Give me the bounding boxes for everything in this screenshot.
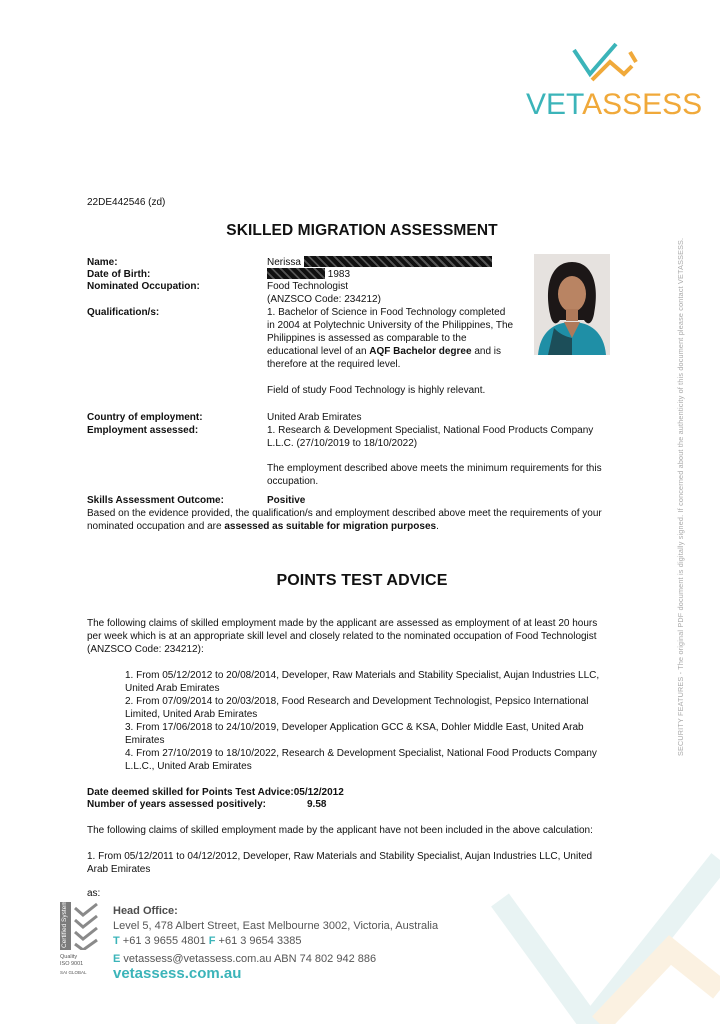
label-employment: Employment assessed:	[87, 425, 199, 436]
cert-vertical-text: Certified System	[61, 900, 68, 948]
qualification-text-run: and is	[471, 346, 502, 357]
footer-address: Level 5, 478 Albert Street, East Melbourne 3002, Victoria, Australia	[113, 920, 439, 932]
fax-label: F	[208, 935, 216, 947]
label-dob: Date of Birth:	[87, 269, 151, 280]
dob-value: 1983	[327, 269, 351, 280]
fax-number: +61 3 9654 3385	[218, 935, 302, 947]
phone-label: T	[113, 935, 120, 947]
excluded-line: 1. From 05/12/2011 to 04/12/2012, Developer, Raw Materials and Stability Specialist, Aujan Industries LLC, United	[87, 851, 593, 862]
label-outcome: Skills Assessment Outcome:	[87, 495, 224, 506]
vetassess-logo	[526, 40, 703, 124]
list-item	[125, 695, 599, 721]
employment-note	[267, 462, 602, 488]
list-item-line: 1. From 05/12/2012 to 20/08/2014, Developer, Raw Materials and Stability Specialist, Aujan Industries LLC,	[125, 670, 600, 681]
qualification-line: 1. Bachelor of Science in Food Technology completed	[267, 307, 506, 318]
checkmark-icon	[73, 902, 99, 950]
outcome-value: Positive	[267, 495, 306, 506]
label-qualification: Qualification/s:	[87, 307, 160, 318]
list-item-line: Emirates	[125, 735, 165, 746]
label-name: Name:	[87, 257, 118, 268]
employment-note-line: occupation.	[267, 476, 319, 487]
footer-contact	[113, 904, 438, 967]
points-title: POINTS TEST ADVICE	[276, 572, 448, 589]
as-label: as:	[87, 888, 101, 899]
employment-line: L.L.C. (27/10/2019 to 18/10/2022)	[267, 438, 418, 449]
cert-iso: ISO 9001	[60, 961, 84, 967]
logo-text-assess: ASSESS	[582, 88, 703, 121]
qualification-line: Philippines is assessed as comparable to the	[267, 333, 467, 344]
list-item-line: Limited, United Arab Emirates	[125, 709, 258, 720]
points-intro	[87, 617, 597, 656]
reference-number: 22DE442546 (zd)	[87, 197, 166, 208]
redaction-dob	[267, 268, 325, 279]
outcome-emphasis: assessed as suitable for migration purposes	[224, 521, 437, 532]
points-intro-line: (ANZSCO Code: 234212):	[87, 644, 204, 655]
employment-list	[125, 669, 599, 773]
years-value: 9.58	[307, 799, 327, 810]
excluded-intro: The following claims of skilled employment made by the applicant have not been included in the above calculation:	[87, 825, 593, 836]
label-country: Country of employment:	[87, 412, 203, 423]
list-item-line: L.L.C., United Arab Emirates	[125, 761, 252, 772]
certification-badge	[60, 902, 100, 980]
points-intro-line: The following claims of skilled employment made by the applicant are assessed as employment of at least 20 hours	[87, 618, 598, 629]
list-item-line: 2. From 07/09/2014 to 20/03/2018, Food Research and Development Technologist, Pepsico International	[125, 696, 589, 707]
qualification-line: therefore at the required level.	[267, 359, 401, 370]
watermark-graphic	[480, 840, 720, 1024]
outcome-text	[87, 507, 602, 533]
vetassess-logo-mark	[570, 40, 640, 86]
label-occupation: Nominated Occupation:	[87, 281, 200, 292]
outcome-text-run: .	[436, 521, 439, 532]
page-title: SKILLED MIGRATION ASSESSMENT	[226, 222, 498, 239]
outcome-text-run: nominated occupation and are	[87, 521, 225, 532]
footer-phones	[113, 934, 438, 949]
qualification-line	[267, 345, 537, 358]
list-item-line: 3. From 17/06/2018 to 24/10/2019, Developer Application GCC & KSA, Dohler Middle East, United Arab	[125, 722, 584, 733]
security-note: SECURITY FEATURES - The original PDF document is digitally signed. If concerned about the authenticity of this document please contact VETASSESS.	[676, 237, 685, 756]
qualification-line: in 2004 at Polytechnic University of the Philippines, The	[267, 320, 514, 331]
logo-text-vet: VET	[526, 88, 583, 121]
occupation-code: (ANZSCO Code: 234212)	[267, 294, 381, 305]
points-intro-line: per week which is at an appropriate skill level and closely related to the nominated occupation of Food Technologist	[87, 631, 597, 642]
applicant-photo	[534, 254, 610, 355]
occupation-value: Food Technologist	[267, 281, 348, 292]
head-office-label: Head Office:	[113, 905, 178, 917]
employment-line: 1. Research & Development Specialist, National Food Products Company	[267, 425, 594, 436]
list-item	[125, 721, 599, 747]
name-value: Nerissa	[267, 257, 301, 268]
skilled-date-label: Date deemed skilled for Points Test Advice:	[87, 787, 294, 798]
employment-note-line: The employment described above meets the minimum requirements for this	[267, 463, 602, 474]
phone-number: +61 3 9655 4801	[122, 935, 206, 947]
redaction-name	[304, 256, 492, 267]
country-value: United Arab Emirates	[267, 412, 362, 423]
years-label: Number of years assessed positively:	[87, 799, 266, 810]
list-item-line: United Arab Emirates	[125, 683, 220, 694]
aqf-level: AQF Bachelor degree	[369, 346, 472, 357]
outcome-line	[87, 520, 602, 533]
employment-text	[267, 424, 593, 450]
field-of-study: Field of study Food Technology is highly relevant.	[267, 385, 486, 396]
list-item-line: 4. From 27/10/2019 to 18/10/2022, Research & Development Specialist, National Food Products Company	[125, 748, 597, 759]
qualification-text-run: educational level of an	[267, 346, 370, 357]
email-abn: vetassess@vetassess.com.au ABN 74 802 942 886	[123, 953, 377, 965]
cert-body: SAI GLOBAL	[60, 970, 87, 975]
email-label: E	[113, 953, 121, 965]
outcome-line: Based on the evidence provided, the qualification/s and employment described above meet the requirements of your	[87, 508, 602, 519]
excluded-line: Arab Emirates	[87, 864, 151, 875]
list-item	[125, 747, 599, 773]
qualification-text	[267, 306, 537, 371]
list-item	[125, 669, 599, 695]
footer-website[interactable]: vetassess.com.au	[113, 965, 242, 982]
cert-quality: Quality	[60, 954, 78, 960]
skilled-date-value: 05/12/2012	[293, 787, 344, 798]
